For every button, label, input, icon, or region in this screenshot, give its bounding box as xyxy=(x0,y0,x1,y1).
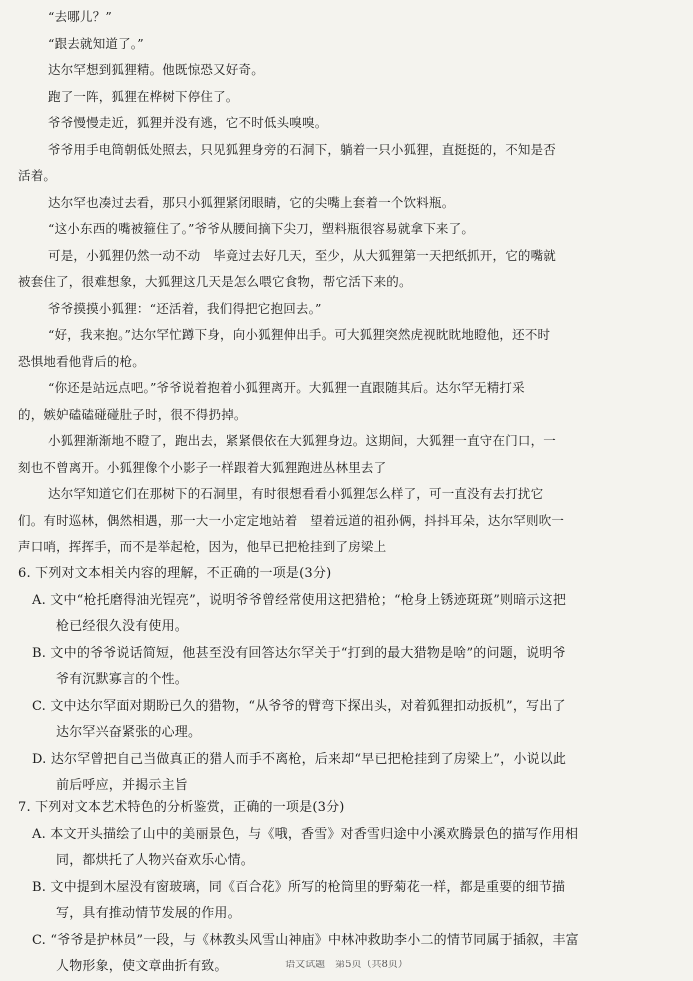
story-line: 刻也不曾离开。小狐狸像个小影子一样跟着大狐狸跑进丛林里去了 xyxy=(18,459,387,475)
option-d-cont: 前后呼应，并揭示主旨 xyxy=(56,778,189,793)
option-b: B. 文中的爷爷说话简短，他甚至没有回答达尔罕关于“打到的最大猎物是啥”的问题，说明爷 xyxy=(32,645,566,661)
story-line: 声口哨，挥挥手，而不是举起枪，因为，他早已把枪挂到了房梁上 xyxy=(18,539,387,554)
story-line: 跑了一阵，狐狸在桦树下停住了。 xyxy=(48,88,239,104)
question-7 xyxy=(18,795,683,981)
story-line: “跟去就知道了。” xyxy=(48,35,144,51)
story-line: “这小东西的嘴被箍住了。”爷爷从腰间摘下尖刀，塑料瓶很容易就拿下来了。 xyxy=(48,221,475,236)
option-a: A. 文中“枪托磨得油光锃亮”，说明爷爷曾经常使用这把猎枪；“枪身上锈迹斑斑”则暗示这把 xyxy=(32,592,567,608)
story-line: 爷爷用手电筒朝低处照去，只见狐狸身旁的石洞下，躺着一只小狐狸，直挺挺的，不知是否 xyxy=(48,141,557,157)
question-stem: 6. 下列对文本相关内容的理解，不正确的一项是(3分) xyxy=(18,566,332,581)
story-line: 活着。 xyxy=(18,168,57,183)
story-line: 爷爷摸摸小狐狸：“还活着，我们得把它抱回去。” xyxy=(48,300,322,316)
story-line: 达尔罕知道它们在那树下的石洞里，有时很想看看小狐狸怎么样了，可一直没有去打扰它 xyxy=(48,486,544,501)
story-line: “去哪儿？” xyxy=(48,9,112,24)
story-line: 达尔罕想到狐狸精。他既惊恐又好奇。 xyxy=(48,62,264,77)
story-line: 达尔罕也凑过去看，那只小狐狸紧闭眼睛，它的尖嘴上套着一个饮料瓶。 xyxy=(48,194,455,210)
option-b-cont: 爷有沉默寡言的个性。 xyxy=(56,672,189,687)
story-line: “你还是站远点吧。”爷爷说着抱着小狐狸离开。大狐狸一直跟随其后。达尔罕无精打采 xyxy=(48,380,525,395)
story-line: 们。有时巡林，偶然相遇，那一大一小定定地站着 望着远道的祖孙俩，抖抖耳朵，达尔罕则吹一 xyxy=(18,512,565,528)
option-c: C. 文中达尔罕面对期盼已久的猎物，“从爷爷的臂弯下探出头，对着狐狸扣动扳机”，写出了 xyxy=(32,698,566,714)
option-a-cont: 枪已经很久没有使用。 xyxy=(56,619,189,634)
option-a: A. 本文开头描绘了山中的美丽景色，与《哦，香雪》对香雪归途中小溪欢腾景色的描写作用相 xyxy=(32,826,579,842)
option-b: B. 文中提到木屋没有窗玻璃，同《百合花》所写的枪筒里的野菊花一样，都是重要的细节描 xyxy=(32,879,566,895)
story-line: 恐惧地看他背后的枪。 xyxy=(18,353,146,369)
option-c-cont: 达尔罕兴奋紧张的心理。 xyxy=(56,725,202,740)
option-c-cont: 人物形象，使文章曲折有致。 xyxy=(56,959,228,974)
story-line: “好，我来抱。”达尔罕忙蹲下身，向小狐狸伸出手。可大狐狸突然虎视眈眈地瞪他，还不时 xyxy=(48,327,551,342)
story-line: 的，嫉妒磕磕碰碰肚子时，很不得扔掉。 xyxy=(18,406,247,422)
story-line: 被套住了，很难想象，大狐狸这几天是怎么喂它食物，帮它活下来的。 xyxy=(18,274,412,289)
page-footer: 语文试题 第5页（共8页） xyxy=(285,960,408,970)
story-line: 可是，小狐狸仍然一动不动 毕竟过去好几天，至少，从大狐狸第一天把纸抓开，它的嘴就 xyxy=(48,247,557,263)
option-d: D. 达尔罕曾把自己当做真正的猎人而手不离枪，后来却“早已把枪挂到了房梁上”，小说以此 xyxy=(32,751,567,767)
option-a-cont: 同，都烘托了人物兴奋欢乐心情。 xyxy=(56,853,255,868)
option-c: C. “爷爷是护林员”一段，与《林教头风雪山神庙》中林冲救助李小二的情节同属于插叙，丰富 xyxy=(32,932,579,948)
story-line: 小狐狸渐渐地不瞪了，跑出去，紧紧偎依在大狐狸身边。这期间，大狐狸一直守在门口，一 xyxy=(48,433,557,448)
question-6 xyxy=(18,561,683,800)
option-b-cont: 写，具有推动情节发展的作用。 xyxy=(56,906,241,921)
question-stem: 7. 下列对文本艺术特色的分析鉴赏，正确的一项是(3分) xyxy=(18,800,345,815)
story-passage xyxy=(18,4,678,561)
story-line: 爷爷慢慢走近，狐狸并没有逃，它不时低头嗅嗅。 xyxy=(48,115,328,130)
